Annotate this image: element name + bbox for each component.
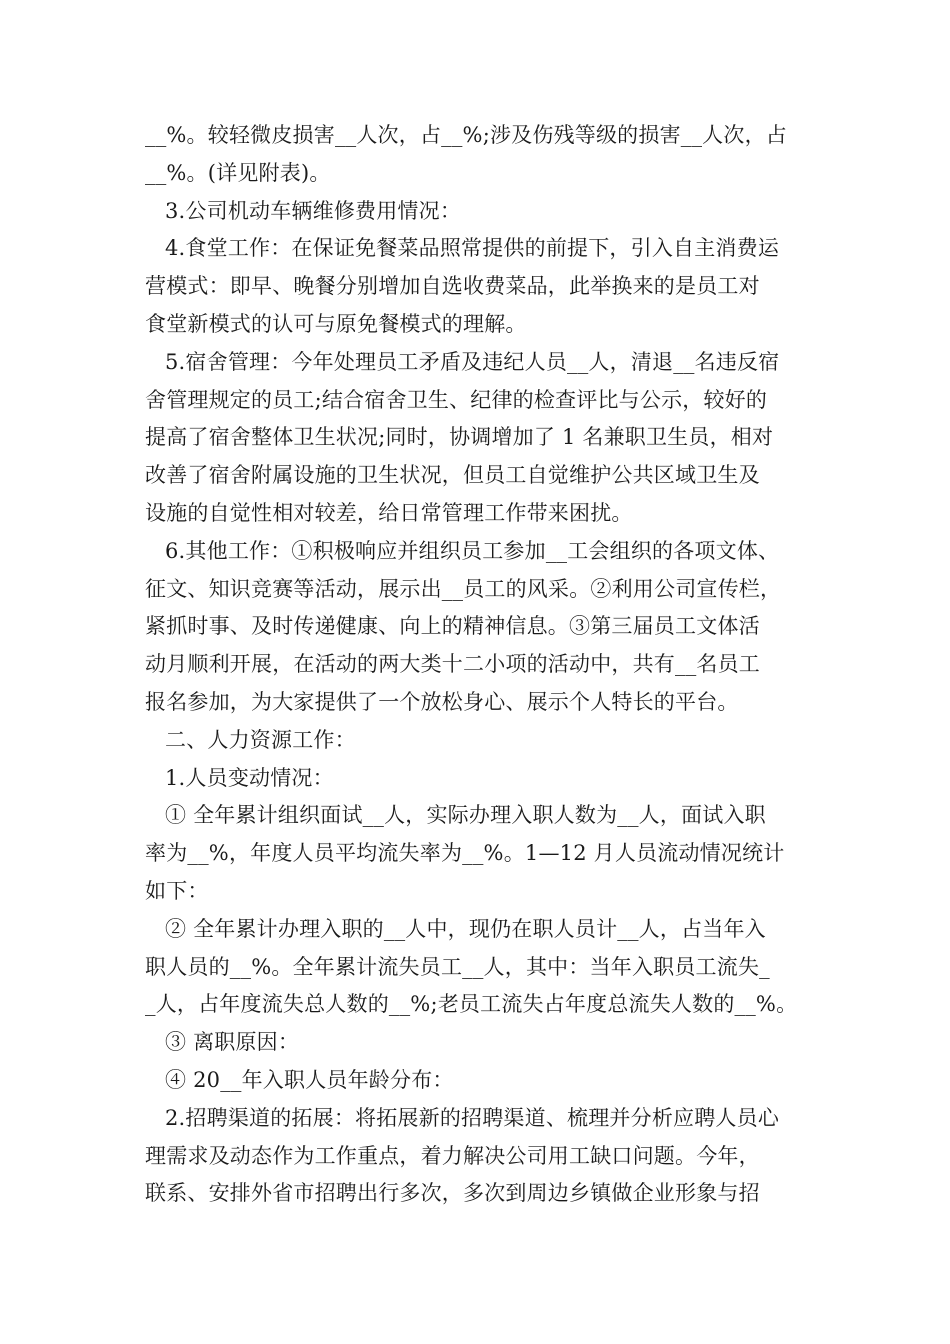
text-line: 职人员的__%。全年累计流失员工__人，其中：当年入职员工流失_ <box>145 954 770 979</box>
paragraph-canteen <box>145 230 807 343</box>
text-line: 食堂新模式的认可与原免餐模式的理解。 <box>145 311 527 336</box>
text-line: 如下： <box>145 878 209 903</box>
text-line: 率为__%，年度人员平均流失率为__%。1—12 月人员流动情况统计 <box>145 841 785 866</box>
text-line: 紧抓时事、及时传递健康、向上的精神信息。③第三届员工文体活 <box>145 614 760 639</box>
text-line: 征文、知识竞赛等活动，展示出__员工的风采。②利用公司宣传栏， <box>145 576 782 601</box>
text-line: 4.食堂工作：在保证免餐菜品照常提供的前提下，引入自主消费运 <box>165 236 780 261</box>
text-line: 改善了宿舍附属设施的卫生状况，但员工自觉维护公共区域卫生及 <box>145 463 760 488</box>
text-line: ② 全年累计办理入职的__人中，现仍在职人员计__人，占当年入 <box>165 916 766 941</box>
paragraph-leave-reasons <box>145 1024 807 1062</box>
paragraph-injury-stats <box>145 117 807 193</box>
text-line: 2.招聘渠道的拓展：将拓展新的招聘渠道、梳理并分析应聘人员心 <box>165 1105 780 1130</box>
text-line: 理需求及动态作为工作重点，着力解决公司用工缺口问题。今年， <box>145 1143 760 1168</box>
paragraph-staff-changes <box>145 760 807 798</box>
text-line: ③ 离职原因： <box>165 1030 300 1055</box>
text-line: 3.公司机动车辆维修费用情况： <box>165 198 462 223</box>
text-line: 提高了宿舍整体卫生状况;同时，协调增加了 1 名兼职卫生员，相对 <box>145 425 774 450</box>
paragraph-turnover <box>145 911 807 1024</box>
paragraph-recruitment-channels <box>145 1100 807 1213</box>
text-line: 6.其他工作：①积极响应并组织员工参加__工会组织的各项文体、 <box>165 538 780 563</box>
text-line: 5.宿舍管理：今年处理员工矛盾及违纪人员__人，清退__名违反宿 <box>165 349 780 374</box>
text-line: 营模式：即早、晚餐分别增加自选收费菜品，此举换来的是员工对 <box>145 274 760 299</box>
paragraph-interviews <box>145 797 807 910</box>
text-line: 1.人员变动情况： <box>165 765 334 790</box>
text-line: 二、人力资源工作： <box>165 727 356 752</box>
text-line: 动月顺利开展，在活动的两大类十二小项的活动中，共有__名员工 <box>145 652 760 677</box>
paragraph-vehicle-repair <box>145 193 807 231</box>
text-line: ④ 20__年入职人员年龄分布： <box>165 1067 454 1092</box>
paragraph-age-distribution <box>145 1062 807 1100</box>
section-heading-hr <box>145 722 807 760</box>
text-line: _人，占年度流失总人数的__%;老员工流失占年度总流失人数的__%。 <box>145 992 798 1017</box>
text-line: __%。(详见附表)。 <box>145 160 331 185</box>
text-line: 舍管理规定的员工;结合宿舍卫生、纪律的检查评比与公示，较好的 <box>145 387 768 412</box>
text-line: ① 全年累计组织面试__人，实际办理入职人数为__人，面试入职 <box>165 803 766 828</box>
text-line: __%。较轻微皮损害__人次，占__%;涉及伤残等级的损害__人次，占 <box>145 123 787 147</box>
text-line: 设施的自觉性相对较差，给日常管理工作带来困扰。 <box>145 500 633 525</box>
text-line: 报名参加，为大家提供了一个放松身心、展示个人特长的平台。 <box>145 689 739 714</box>
paragraph-dormitory <box>145 344 807 533</box>
text-line: 联系、安排外省市招聘出行多次，多次到周边乡镇做企业形象与招 <box>145 1181 760 1206</box>
paragraph-other-work <box>145 533 807 722</box>
document-body <box>145 117 807 1213</box>
